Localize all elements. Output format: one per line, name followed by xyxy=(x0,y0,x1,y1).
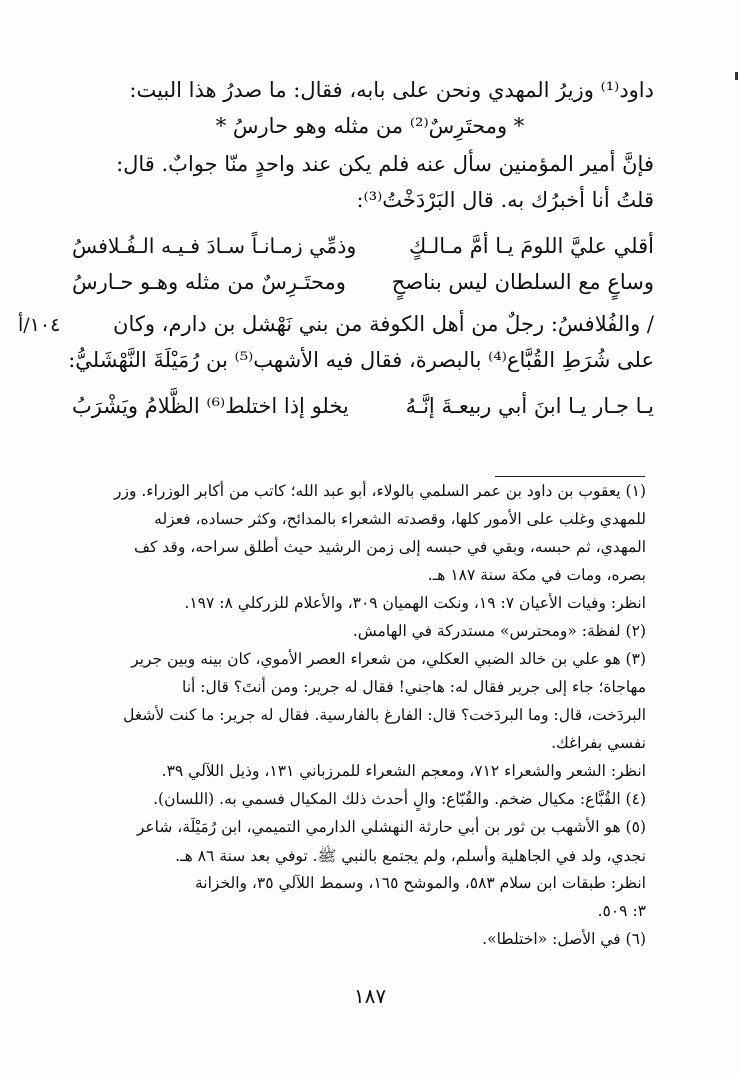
footnote-separator xyxy=(495,476,645,477)
footnote-1-line-1: (١) يعقوب بن داود بن عمر السلمي بالولاء، أبو عبد الله؛ كاتب من أكابر الوزراء. وزر xyxy=(113,482,646,500)
footnote-5-sources-cont: ٣: ٥٠٩. xyxy=(597,902,646,920)
footnote-6: (٦) في الأصل: «اختلطا». xyxy=(482,930,646,948)
body-line-8: على شُرَطِ القُبَّاع⁽⁴⁾ بالبصرة، فقال فيه الأشهب⁽⁵⁾ بن رُمَيْلَةَ النَّهْشَليُّ: xyxy=(68,348,654,372)
footnote-3-line-2: مهاجاة؛ جاء إلى جرير فقال له: هاجني! فقال له جرير: ومن أنتَ؟ قال: أنا xyxy=(181,678,646,696)
body-line-3: فإنَّ أمير المؤمنين سأل عنه فلم يكن عند واحدٍ منّا جوابٌ. قال: xyxy=(116,152,654,176)
footnote-3-line-3: البردَخت، قال: وما البردَخت؟ قال: الفارغ بالفارسية. فقال له جرير: ما كنت لأشغل xyxy=(123,706,646,724)
verse-1-second-half: وذمِّي زمـانـاً سـادَ فـيـه الـفُـلافسُ xyxy=(72,234,357,258)
footnote-1-line-2: للمهدي وغلب على الأمور كلها، وقصدته الشعراء بالمدائح، وكثر حساده، فعزله xyxy=(154,510,646,528)
footnote-5-line-1: (٥) هو الأشهب بن ثور بن أبي حارثة النهشلي الدارمي التميمي، ابن رُمَيْلَة، شاعر xyxy=(136,818,646,836)
footnote-3-sources: انظر: الشعر والشعراء ٧١٢، ومعجم الشعراء للمرزباني ١٣١، وذيل اللآلي ٣٩. xyxy=(161,762,646,780)
body-line-7: / والفُلافسُ: رجلٌ من أهل الكوفة من بني نَهْشل بن دارم، وكان xyxy=(113,312,654,336)
footnote-5-line-2: نجدي، ولد في الجاهلية وأسلم، ولم يجتمع بالنبي ﷺ. توفي بعد سنة ٨٦ هـ. xyxy=(175,847,646,865)
body-line-4: قلتُ أنا أخبرُك به. قال البَرْدَخْتُ⁽³⁾: xyxy=(356,188,654,212)
margin-folio-reference: ١٠٤/أ xyxy=(18,314,61,336)
footnote-3-line-4: نفسي بفراغك. xyxy=(551,734,646,752)
verse-3-second-half: يخلو إذا اختلط⁽⁶⁾ الظَّلامُ ويَشْرَبُ xyxy=(72,394,349,418)
footnote-1-line-3: المهدي، ثم حبسه، وبقي في حبسه إلى زمن الرشيد حيث أطلق سراحه، وقد كف xyxy=(133,538,646,556)
page-number: ١٨٧ xyxy=(353,984,387,1008)
footnote-5-sources: انظر: طبقات ابن سلام ٥٨٣، والموشح ١٦٥، وسمط اللآلي ٣٥، والخزانة xyxy=(194,874,646,892)
verse-1-first-half: أقلي عليَّ اللومَ يـا أمَّ مـالـكٍ xyxy=(408,234,654,258)
verse-2-first-half: وساعٍ مع السلطان ليس بناصحٍ xyxy=(391,270,654,294)
verse-hemistich-quote: * ومحتَرِسٌ⁽²⁾ من مثله وهو حارسُ * xyxy=(215,114,525,138)
footnote-3-line-1: (٣) هو علي بن خالد الضبي العكلي، من شعراء العصر الأموي، كان بينه وبين جرير xyxy=(131,650,646,668)
footnote-1-sources: انظر: وفيات الأعيان ٧: ١٩، ونكت الهميان ٣٠٩، والأعلام للزركلي ٨: ١٩٧. xyxy=(184,594,646,612)
footnote-1-line-4: بصره، ومات في مكة سنة ١٨٧ هـ. xyxy=(427,566,646,584)
footnote-2: (٢) لفظة: «ومحترس» مستدركة في الهامش. xyxy=(352,622,646,640)
footnote-4: (٤) القُبَّاع: مكيال ضخم. والقُبّاع: والٍ أحدث ذلك المكيال فسمي به. (اللسان). xyxy=(153,790,646,808)
body-line-1: داود⁽¹⁾ وزيرُ المهدي ونحن على بابه، فقال: ما صدرُ هذا البيت: xyxy=(129,78,654,102)
verse-3-first-half: يـا جـار يـا ابنَ أبي ربيعـةَ إنَّـهُ xyxy=(405,394,654,418)
verse-2-second-half: ومحتَـرِسٌ من مثله وهـو حـارسُ xyxy=(72,270,346,294)
page-edge-mark xyxy=(735,72,738,80)
